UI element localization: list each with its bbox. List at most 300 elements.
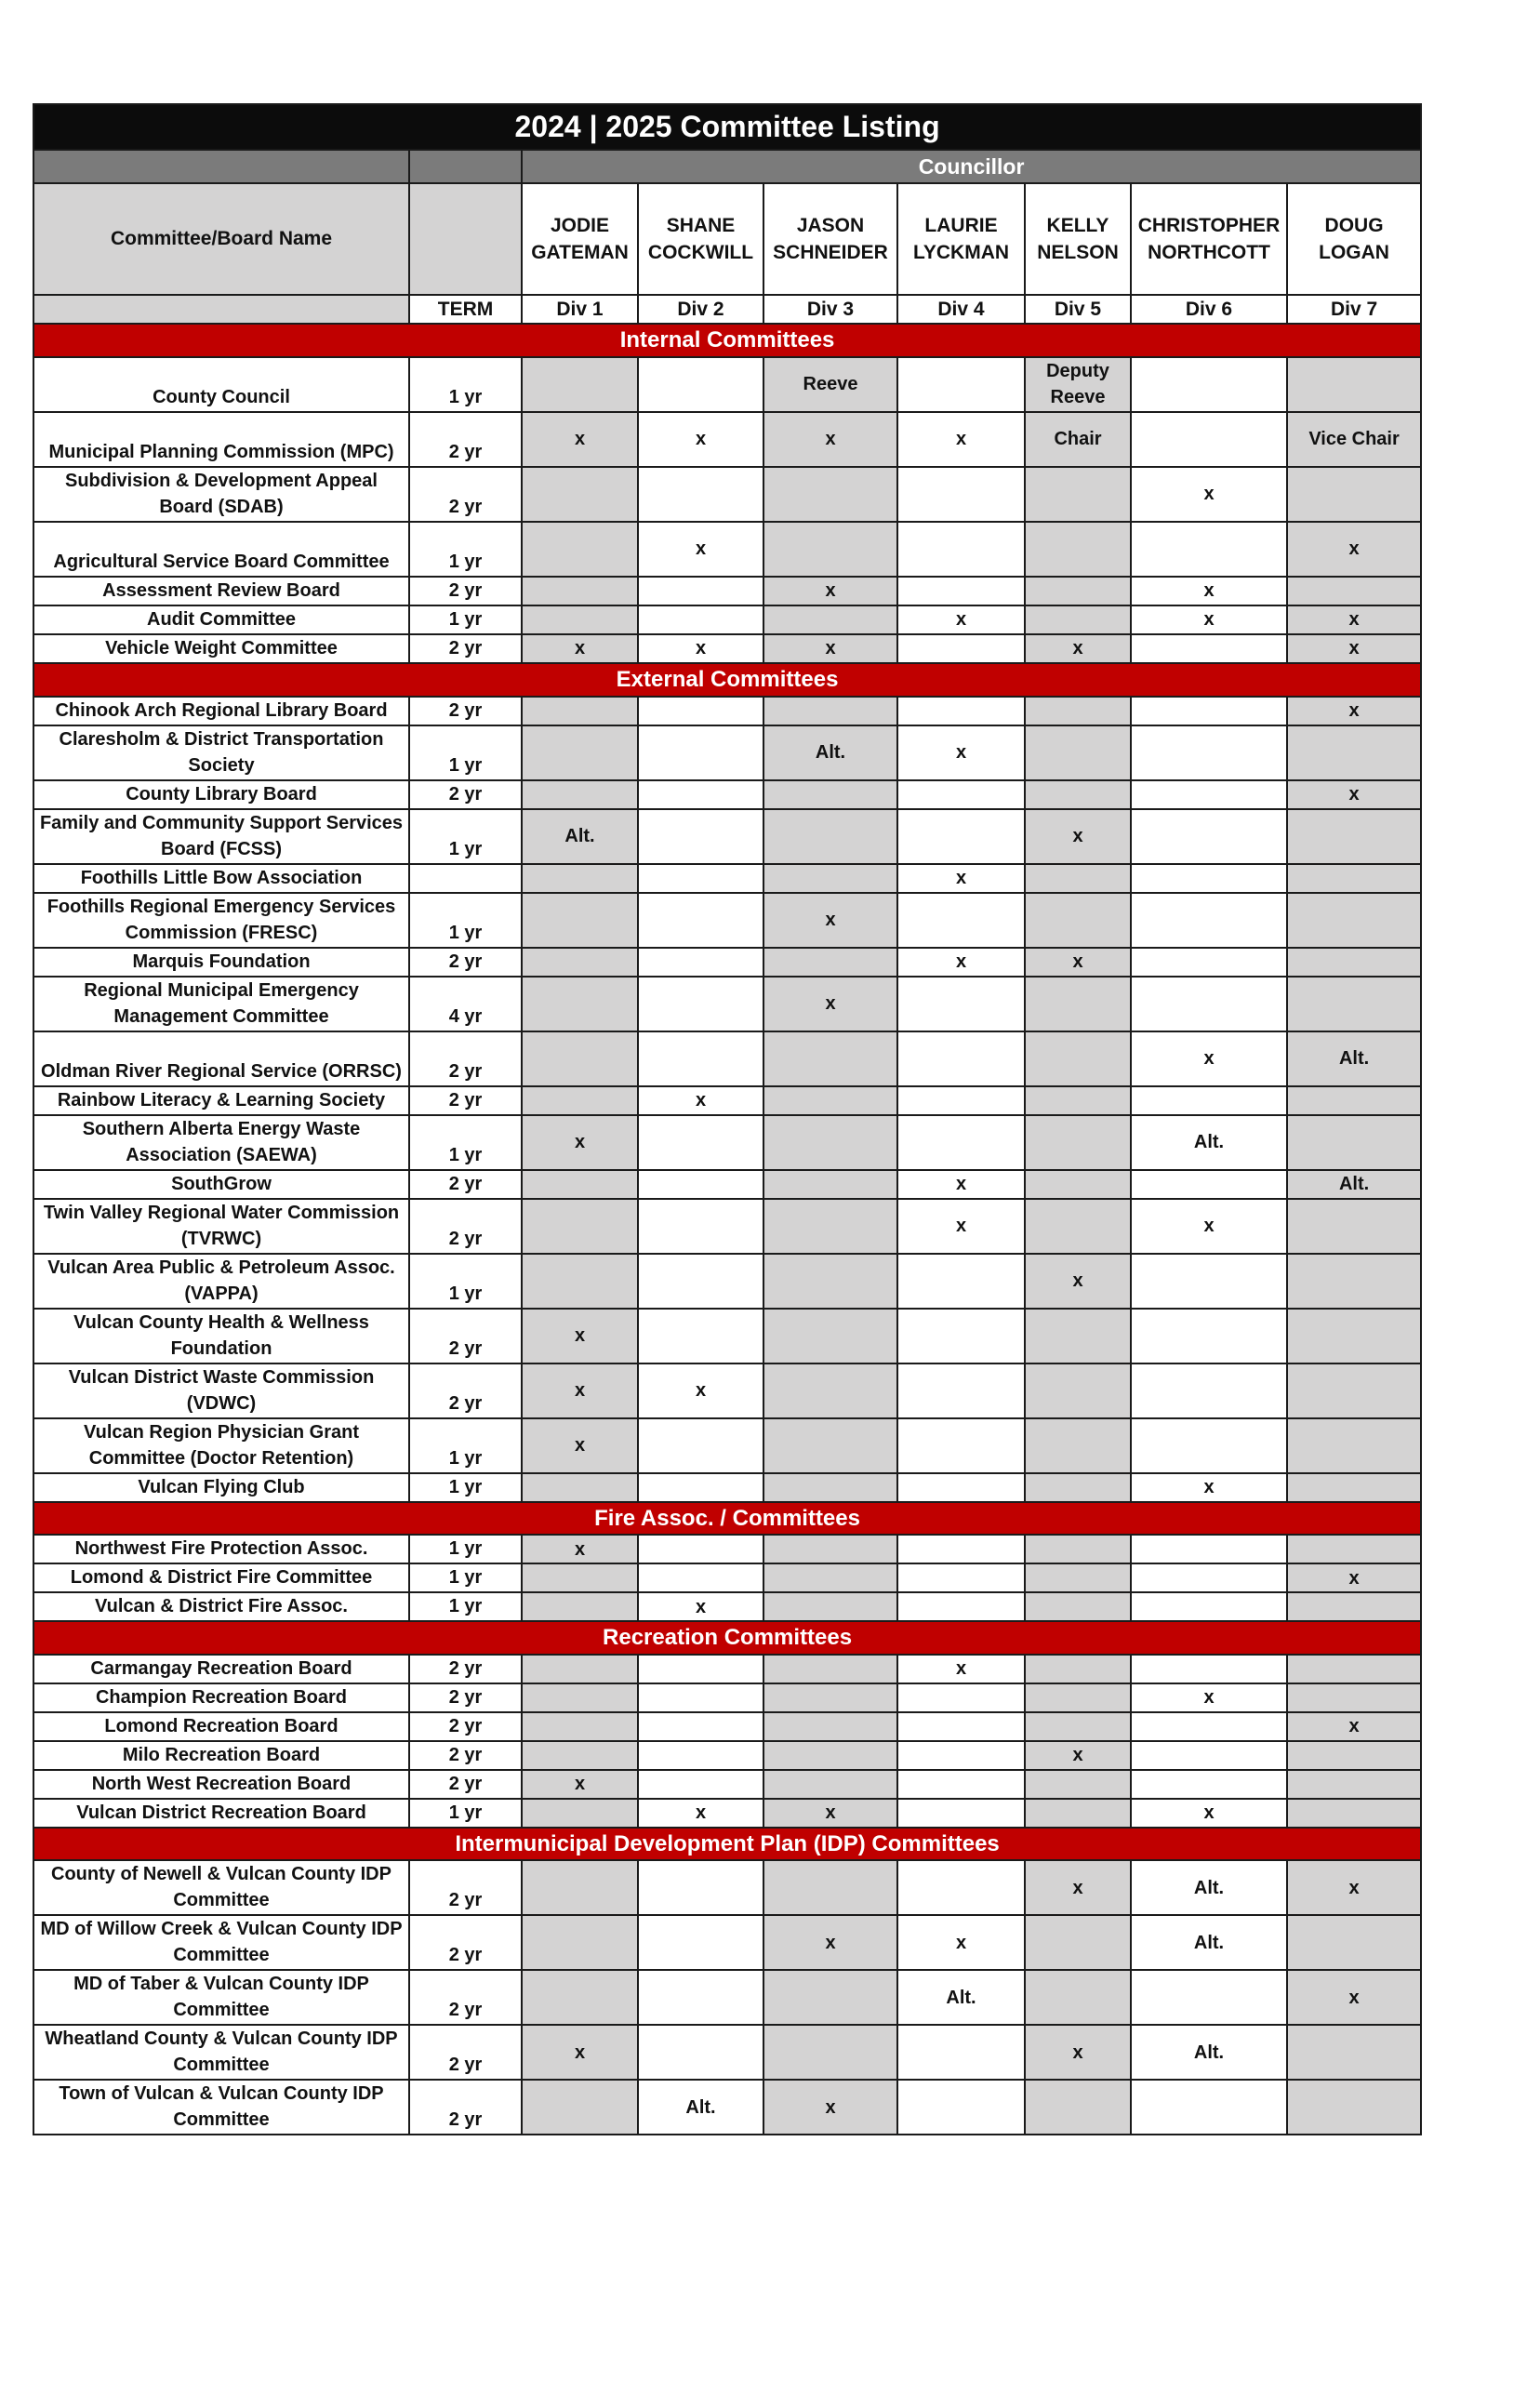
- assignment-cell: [763, 1418, 897, 1473]
- assignment-cell: [897, 1309, 1025, 1363]
- table-row: [33, 2080, 1421, 2135]
- assignment-cell: [522, 1563, 638, 1592]
- assignment-cell: [522, 1473, 638, 1502]
- assignment-cell: [522, 2080, 638, 2135]
- councillor-last-name: NELSON: [1037, 242, 1119, 263]
- committee-name: Family and Community Support Services Board (FCSS): [33, 809, 409, 864]
- table-row: [33, 1309, 1421, 1363]
- assignment-cell: Deputy Reeve: [1025, 357, 1131, 412]
- term-cell: 2 yr: [409, 1031, 522, 1086]
- term-cell: 1 yr: [409, 1473, 522, 1502]
- assignment-cell: x: [638, 412, 763, 467]
- table-row: [33, 577, 1421, 605]
- assignment-cell: [1131, 412, 1287, 467]
- assignment-cell: Alt.: [897, 1970, 1025, 2025]
- division-label: Div 5: [1025, 295, 1131, 324]
- assignment-cell: [763, 1860, 897, 1915]
- assignment-cell: x: [522, 1535, 638, 1563]
- assignment-cell: [522, 1170, 638, 1199]
- table-row: [33, 2025, 1421, 2080]
- table-row: [33, 1086, 1421, 1115]
- committee-name: Vulcan District Waste Commission (VDWC): [33, 1363, 409, 1418]
- assignment-cell: x: [522, 1115, 638, 1170]
- term-cell: 2 yr: [409, 412, 522, 467]
- term-cell: 1 yr: [409, 725, 522, 780]
- assignment-cell: Alt.: [1131, 1915, 1287, 1970]
- assignment-cell: [522, 864, 638, 893]
- division-label: Div 4: [897, 295, 1025, 324]
- councillor-first-name: LAURIE: [924, 214, 998, 236]
- assignment-cell: [1025, 780, 1131, 809]
- assignment-cell: Reeve: [763, 357, 897, 412]
- councillor-bar-row: [33, 150, 1421, 183]
- assignment-cell: [897, 522, 1025, 577]
- table-row: [33, 1799, 1421, 1828]
- assignment-cell: x: [897, 1199, 1025, 1254]
- table-row: [33, 1473, 1421, 1502]
- term-cell: 1 yr: [409, 522, 522, 577]
- assignment-cell: x: [1131, 1199, 1287, 1254]
- assignment-cell: [522, 357, 638, 412]
- table-row: [33, 1592, 1421, 1621]
- committee-name: Foothills Little Bow Association: [33, 864, 409, 893]
- assignment-cell: [763, 467, 897, 522]
- assignment-cell: [763, 2025, 897, 2080]
- councillor-last-name: NORTHCOTT: [1148, 242, 1270, 263]
- assignment-cell: [763, 1199, 897, 1254]
- assignment-cell: [638, 1741, 763, 1770]
- term-cell: 1 yr: [409, 357, 522, 412]
- assignment-cell: [897, 1563, 1025, 1592]
- assignment-cell: [1287, 467, 1421, 522]
- section-title: Recreation Committees: [33, 1621, 1421, 1655]
- assignment-cell: [522, 1860, 638, 1915]
- table-row: [33, 1683, 1421, 1712]
- assignment-cell: [763, 1741, 897, 1770]
- assignment-cell: x: [1287, 1563, 1421, 1592]
- table-row: [33, 1170, 1421, 1199]
- assignment-cell: [1025, 1535, 1131, 1563]
- assignment-cell: x: [522, 1309, 638, 1363]
- assignment-cell: [1025, 1915, 1131, 1970]
- assignment-cell: [1025, 1655, 1131, 1683]
- committee-name: MD of Taber & Vulcan County IDP Committee: [33, 1970, 409, 2025]
- assignment-cell: [1131, 1309, 1287, 1363]
- assignment-cell: [1025, 2080, 1131, 2135]
- division-label: Div 2: [638, 295, 763, 324]
- term-cell: 2 yr: [409, 1970, 522, 2025]
- table-row: [33, 1418, 1421, 1473]
- assignment-cell: [522, 1031, 638, 1086]
- term-cell: 2 yr: [409, 948, 522, 977]
- assignment-cell: x: [1025, 948, 1131, 977]
- assignment-cell: x: [1025, 809, 1131, 864]
- assignment-cell: Alt.: [763, 725, 897, 780]
- table-row: [33, 1115, 1421, 1170]
- term-header-blank: [409, 183, 522, 295]
- committee-name: Marquis Foundation: [33, 948, 409, 977]
- assignment-cell: [522, 605, 638, 634]
- assignment-cell: [897, 1031, 1025, 1086]
- assignment-cell: [1287, 1915, 1421, 1970]
- assignment-cell: x: [763, 1799, 897, 1828]
- councillor-header: [1131, 183, 1287, 295]
- title-row: [33, 104, 1421, 150]
- assignment-cell: [763, 1655, 897, 1683]
- table-row: [33, 1363, 1421, 1418]
- assignment-cell: [1287, 1199, 1421, 1254]
- assignment-cell: x: [522, 1770, 638, 1799]
- assignment-cell: [1287, 1473, 1421, 1502]
- assignment-cell: x: [897, 412, 1025, 467]
- section-title: External Committees: [33, 663, 1421, 697]
- section-header-row: [33, 1621, 1421, 1655]
- table-row: [33, 634, 1421, 663]
- section-header-row: [33, 1502, 1421, 1536]
- assignment-cell: [1025, 1170, 1131, 1199]
- term-cell: 2 yr: [409, 1086, 522, 1115]
- assignment-cell: [1131, 1741, 1287, 1770]
- assignment-cell: [897, 357, 1025, 412]
- assignment-cell: [522, 893, 638, 948]
- assignment-cell: x: [1287, 780, 1421, 809]
- table-row: [33, 1970, 1421, 2025]
- assignment-cell: [763, 1031, 897, 1086]
- division-label: Div 3: [763, 295, 897, 324]
- committee-name: Assessment Review Board: [33, 577, 409, 605]
- assignment-cell: [638, 605, 763, 634]
- assignment-cell: [763, 1970, 897, 2025]
- assignment-cell: [1287, 1799, 1421, 1828]
- assignment-cell: [1287, 864, 1421, 893]
- term-cell: 2 yr: [409, 1915, 522, 1970]
- assignment-cell: [1025, 1712, 1131, 1741]
- assignment-cell: [1287, 809, 1421, 864]
- councillor-last-name: GATEMAN: [531, 242, 629, 263]
- division-label: Div 6: [1131, 295, 1287, 324]
- assignment-cell: [522, 725, 638, 780]
- assignment-cell: [1287, 1418, 1421, 1473]
- assignment-cell: x: [763, 893, 897, 948]
- assignment-cell: [522, 1915, 638, 1970]
- table-row: [33, 948, 1421, 977]
- assignment-cell: x: [1025, 1741, 1131, 1770]
- committee-name: County Council: [33, 357, 409, 412]
- table-row: [33, 1770, 1421, 1799]
- committee-name: Southern Alberta Energy Waste Association (SAEWA): [33, 1115, 409, 1170]
- section-header-row: [33, 324, 1421, 357]
- table-row: [33, 1741, 1421, 1770]
- committee-name: County of Newell & Vulcan County IDP Committee: [33, 1860, 409, 1915]
- assignment-cell: [763, 1170, 897, 1199]
- page-title: 2024 | 2025 Committee Listing: [33, 104, 1421, 150]
- assignment-cell: [897, 1473, 1025, 1502]
- table-row: [33, 725, 1421, 780]
- councillor-first-name: JASON: [796, 214, 865, 236]
- term-cell: 1 yr: [409, 809, 522, 864]
- councillor-first-name: SHANE: [666, 214, 736, 236]
- councillor-first-name: JODIE: [550, 214, 610, 236]
- assignment-cell: [1025, 697, 1131, 725]
- assignment-cell: x: [522, 1363, 638, 1418]
- committee-name: Vulcan Area Public & Petroleum Assoc. (VAPPA): [33, 1254, 409, 1309]
- assignment-cell: [1025, 522, 1131, 577]
- term-cell: 4 yr: [409, 977, 522, 1031]
- term-cell: 2 yr: [409, 1309, 522, 1363]
- assignment-cell: [763, 864, 897, 893]
- assignment-cell: [1131, 780, 1287, 809]
- term-cell: 1 yr: [409, 1799, 522, 1828]
- assignment-cell: [1131, 725, 1287, 780]
- term-cell: 1 yr: [409, 1563, 522, 1592]
- committee-name: Twin Valley Regional Water Commission (TVRWC): [33, 1199, 409, 1254]
- blank-cell: [33, 295, 409, 324]
- assignment-cell: x: [1131, 1799, 1287, 1828]
- assignment-cell: Alt.: [1131, 1115, 1287, 1170]
- assignment-cell: [638, 577, 763, 605]
- assignment-cell: [1287, 1592, 1421, 1621]
- assignment-cell: [1131, 1592, 1287, 1621]
- term-cell: 2 yr: [409, 1712, 522, 1741]
- councillor-first-name: KELLY: [1046, 214, 1109, 236]
- assignment-cell: x: [897, 948, 1025, 977]
- assignment-cell: [1131, 977, 1287, 1031]
- term-cell: 1 yr: [409, 605, 522, 634]
- assignment-cell: [638, 1473, 763, 1502]
- councillor-header: [522, 183, 638, 295]
- assignment-cell: Alt.: [1131, 1860, 1287, 1915]
- assignment-cell: [1025, 1683, 1131, 1712]
- assignment-cell: [522, 1254, 638, 1309]
- assignment-cell: Alt.: [1287, 1031, 1421, 1086]
- section-title: Internal Committees: [33, 324, 1421, 357]
- assignment-cell: [1287, 1770, 1421, 1799]
- committee-name: Subdivision & Development Appeal Board (SDAB): [33, 467, 409, 522]
- assignment-cell: [1287, 1309, 1421, 1363]
- term-cell: 2 yr: [409, 634, 522, 663]
- assignment-cell: x: [1287, 697, 1421, 725]
- assignment-cell: [1287, 577, 1421, 605]
- councillor-last-name: LOGAN: [1319, 242, 1389, 263]
- assignment-cell: x: [1131, 577, 1287, 605]
- division-label: Div 1: [522, 295, 638, 324]
- assignment-cell: [522, 1683, 638, 1712]
- assignment-cell: [1131, 1170, 1287, 1199]
- assignment-cell: [522, 1799, 638, 1828]
- assignment-cell: x: [897, 1655, 1025, 1683]
- table-row: [33, 1254, 1421, 1309]
- assignment-cell: x: [1131, 467, 1287, 522]
- term-cell: 2 yr: [409, 1860, 522, 1915]
- assignment-cell: [1131, 1086, 1287, 1115]
- councillor-last-name: SCHNEIDER: [773, 242, 888, 263]
- term-cell: 2 yr: [409, 467, 522, 522]
- assignment-cell: [763, 605, 897, 634]
- assignment-cell: [1131, 1418, 1287, 1473]
- assignment-cell: [1025, 1799, 1131, 1828]
- committee-name: North West Recreation Board: [33, 1770, 409, 1799]
- assignment-cell: x: [1287, 605, 1421, 634]
- assignment-cell: x: [897, 1170, 1025, 1199]
- committee-name: Milo Recreation Board: [33, 1741, 409, 1770]
- assignment-cell: [1287, 1655, 1421, 1683]
- assignment-cell: [1025, 1970, 1131, 2025]
- term-cell: 1 yr: [409, 1592, 522, 1621]
- assignment-cell: [1025, 1363, 1131, 1418]
- assignment-cell: [638, 1770, 763, 1799]
- assignment-cell: [1131, 1712, 1287, 1741]
- assignment-cell: Chair: [1025, 412, 1131, 467]
- assignment-cell: [1287, 725, 1421, 780]
- assignment-cell: [1131, 357, 1287, 412]
- table-row: [33, 864, 1421, 893]
- councillor-last-name: LYCKMAN: [912, 242, 1010, 263]
- assignment-cell: [1025, 1418, 1131, 1473]
- table-row: [33, 893, 1421, 948]
- term-cell: 2 yr: [409, 1170, 522, 1199]
- committee-name: Vulcan Region Physician Grant Committee (Doctor Retention): [33, 1418, 409, 1473]
- assignment-cell: x: [1287, 1860, 1421, 1915]
- assignment-cell: [1131, 864, 1287, 893]
- term-cell: 1 yr: [409, 1115, 522, 1170]
- assignment-cell: [638, 1031, 763, 1086]
- committee-name: Claresholm & District Transportation Society: [33, 725, 409, 780]
- table-row: [33, 1031, 1421, 1086]
- assignment-cell: [1025, 1309, 1131, 1363]
- committee-name: Foothills Regional Emergency Services Commission (FRESC): [33, 893, 409, 948]
- assignment-cell: [1025, 467, 1131, 522]
- assignment-cell: [638, 1970, 763, 2025]
- assignment-cell: x: [638, 522, 763, 577]
- table-row: [33, 467, 1421, 522]
- assignment-cell: [1287, 2080, 1421, 2135]
- assignment-cell: [638, 1712, 763, 1741]
- table-row: [33, 522, 1421, 577]
- assignment-cell: [1287, 1741, 1421, 1770]
- assignment-cell: x: [522, 412, 638, 467]
- assignment-cell: [1025, 1592, 1131, 1621]
- table-row: [33, 809, 1421, 864]
- blank-cell: [33, 150, 409, 183]
- table-row: [33, 780, 1421, 809]
- term-cell: 2 yr: [409, 1683, 522, 1712]
- assignment-cell: [763, 780, 897, 809]
- assignment-cell: [1131, 634, 1287, 663]
- assignment-cell: x: [522, 634, 638, 663]
- committee-name: Vehicle Weight Committee: [33, 634, 409, 663]
- assignment-cell: [1025, 725, 1131, 780]
- committee-name: Rainbow Literacy & Learning Society: [33, 1086, 409, 1115]
- term-header: TERM: [409, 295, 522, 324]
- assignment-cell: [638, 1860, 763, 1915]
- assignment-cell: [522, 1741, 638, 1770]
- assignment-cell: x: [763, 412, 897, 467]
- term-cell: 1 yr: [409, 893, 522, 948]
- assignment-cell: x: [638, 1592, 763, 1621]
- assignment-cell: [897, 1086, 1025, 1115]
- assignment-cell: [1131, 948, 1287, 977]
- assignment-cell: [763, 1086, 897, 1115]
- term-cell: 2 yr: [409, 2025, 522, 2080]
- assignment-cell: [638, 864, 763, 893]
- term-cell: 2 yr: [409, 1363, 522, 1418]
- assignment-cell: [522, 1970, 638, 2025]
- assignment-cell: [897, 1535, 1025, 1563]
- term-cell: 1 yr: [409, 1418, 522, 1473]
- councillor-header: [897, 183, 1025, 295]
- assignment-cell: [763, 522, 897, 577]
- assignment-cell: [1287, 1115, 1421, 1170]
- term-cell: 2 yr: [409, 1770, 522, 1799]
- assignment-cell: [897, 1363, 1025, 1418]
- assignment-cell: [1287, 1363, 1421, 1418]
- assignment-cell: x: [897, 725, 1025, 780]
- table-row: [33, 605, 1421, 634]
- committee-name: Champion Recreation Board: [33, 1683, 409, 1712]
- term-cell: 2 yr: [409, 1741, 522, 1770]
- assignment-cell: [897, 1860, 1025, 1915]
- councillor-label: Councillor: [522, 150, 1421, 183]
- assignment-cell: [638, 357, 763, 412]
- table-row: [33, 1712, 1421, 1741]
- assignment-cell: [897, 1115, 1025, 1170]
- assignment-cell: [897, 1712, 1025, 1741]
- assignment-cell: [1025, 1086, 1131, 1115]
- table-row: [33, 1535, 1421, 1563]
- assignment-cell: x: [638, 634, 763, 663]
- assignment-cell: [1287, 1535, 1421, 1563]
- assignment-cell: x: [1287, 1970, 1421, 2025]
- term-cell: 2 yr: [409, 1655, 522, 1683]
- committee-name: Oldman River Regional Service (ORRSC): [33, 1031, 409, 1086]
- committee-name: Agricultural Service Board Committee: [33, 522, 409, 577]
- assignment-cell: [763, 1683, 897, 1712]
- assignment-cell: [522, 780, 638, 809]
- assignment-cell: [638, 893, 763, 948]
- table-row: [33, 1563, 1421, 1592]
- assignment-cell: [897, 809, 1025, 864]
- assignment-cell: x: [897, 605, 1025, 634]
- committee-name: Lomond Recreation Board: [33, 1712, 409, 1741]
- assignment-cell: x: [638, 1799, 763, 1828]
- assignment-cell: x: [1287, 1712, 1421, 1741]
- assignment-cell: x: [638, 1086, 763, 1115]
- table-row: [33, 357, 1421, 412]
- committee-name: Regional Municipal Emergency Management Committee: [33, 977, 409, 1031]
- assignment-cell: x: [1131, 1473, 1287, 1502]
- assignment-cell: [522, 948, 638, 977]
- assignment-cell: [1131, 893, 1287, 948]
- assignment-cell: x: [1131, 1031, 1287, 1086]
- table-row: [33, 1860, 1421, 1915]
- assignment-cell: x: [1131, 605, 1287, 634]
- assignment-cell: [1287, 1086, 1421, 1115]
- assignment-cell: [638, 1655, 763, 1683]
- assignment-cell: [522, 1592, 638, 1621]
- councillor-names-row: [33, 183, 1421, 295]
- committee-name: Lomond & District Fire Committee: [33, 1563, 409, 1592]
- assignment-cell: [1287, 977, 1421, 1031]
- assignment-cell: [522, 977, 638, 1031]
- assignment-cell: [638, 697, 763, 725]
- term-cell: 2 yr: [409, 780, 522, 809]
- assignment-cell: [1131, 809, 1287, 864]
- assignment-cell: [1131, 1363, 1287, 1418]
- table-row: [33, 1915, 1421, 1970]
- assignment-cell: Alt.: [638, 2080, 763, 2135]
- assignment-cell: [638, 1563, 763, 1592]
- assignment-cell: [763, 1712, 897, 1741]
